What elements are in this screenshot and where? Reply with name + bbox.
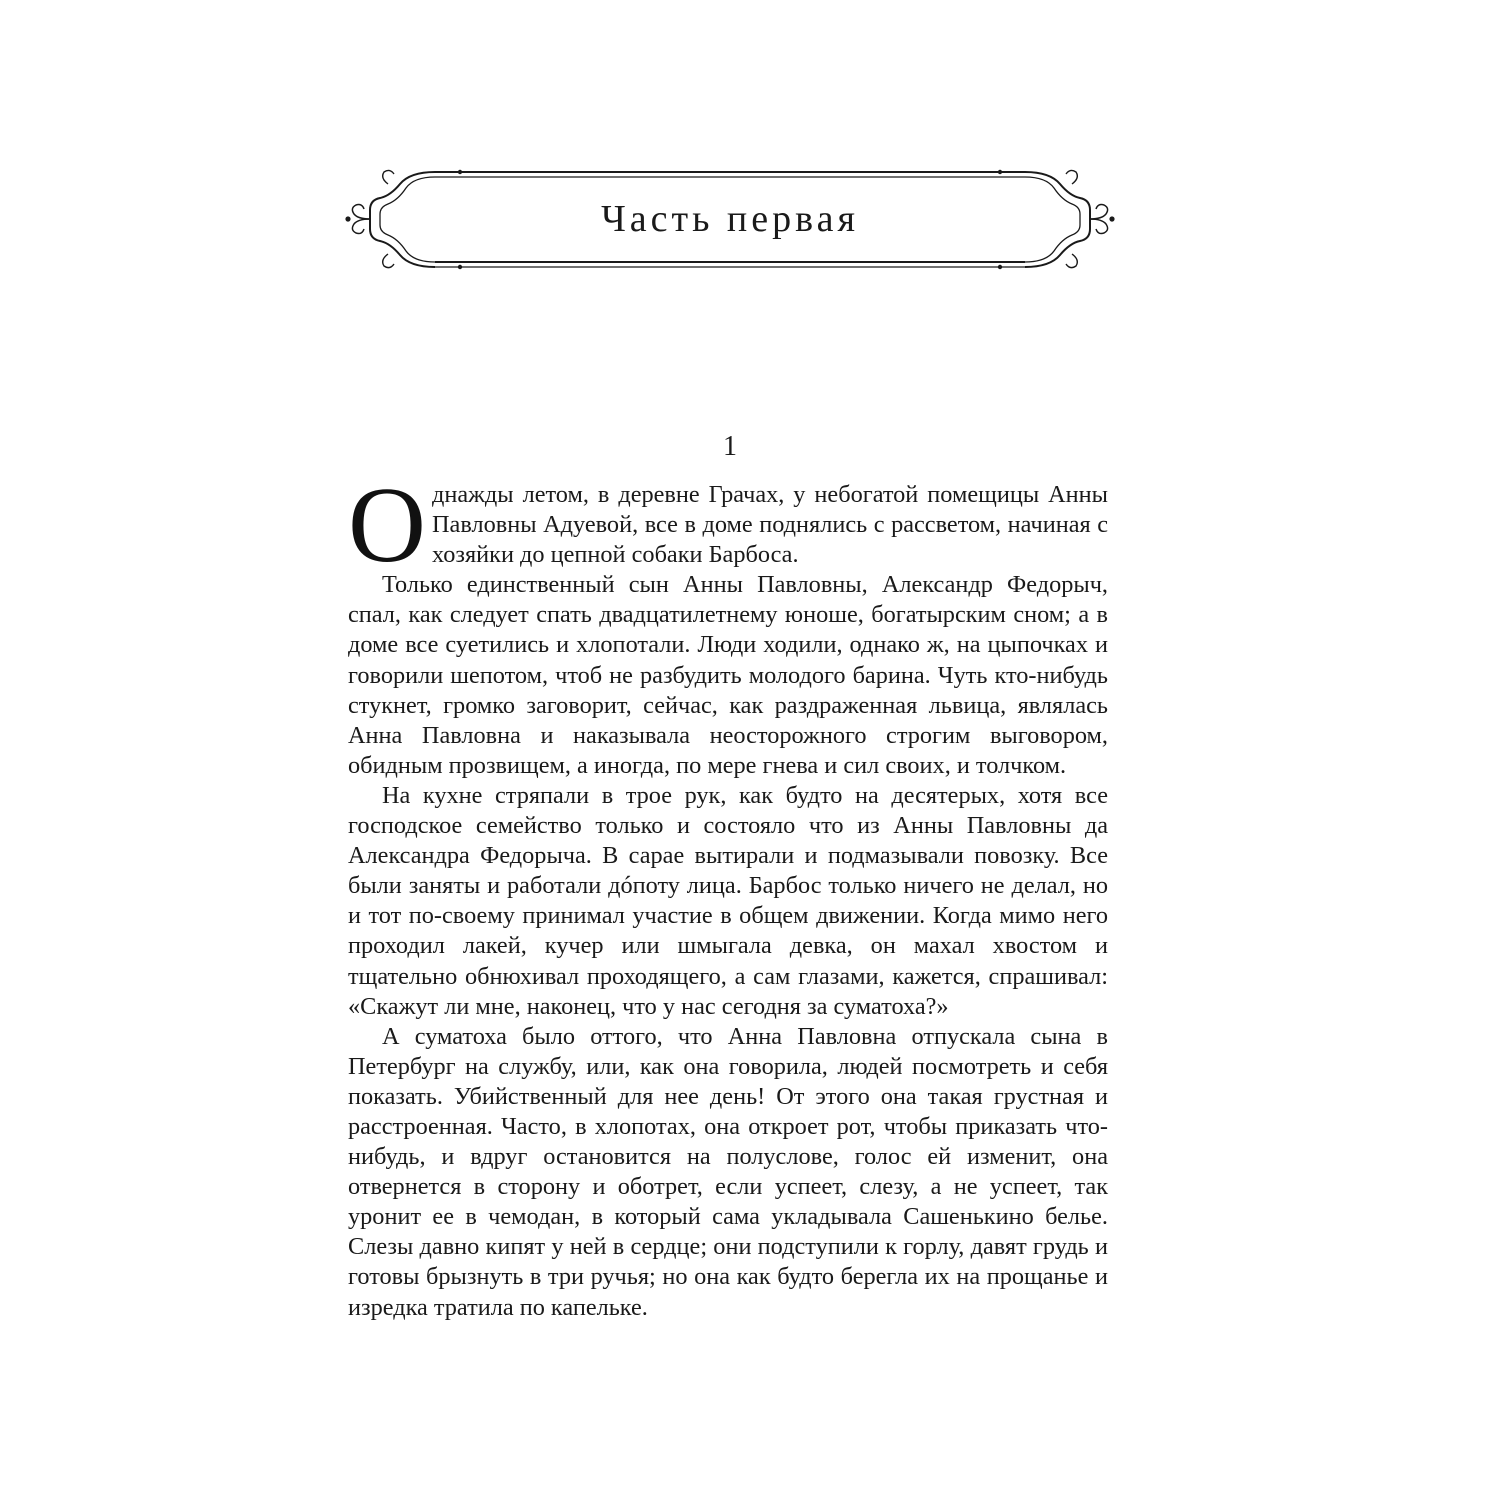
- part-title: Часть первая: [601, 198, 859, 240]
- paragraph: На кухне стряпали в трое рук, как будто на десятерых, хотя все господское семейство только и состояло что из Анны Павловны да Александра Федорыча. В сарае вытирали и подмазывали повозку. Все были заняты и работали дóпоту лица. Барбос только ничего не делал, но и тот по-своему принимал участие в общем движении. Когда мимо него проходил лакей, кучер или шмыгала девка, он махал хвостом и тщательно обнюхивал проходящего, а сам глазами, кажется, спрашивал: «Скажут ли мне, наконец, что у нас сегодня за суматоха?»: [348, 781, 1108, 1020]
- chapter-number: 1: [723, 431, 737, 462]
- paragraph: [348, 466, 1108, 585]
- paragraph: Только единственный сын Анны Павловны, Александр Федорыч, спал, как следует спать двадцатилетнему юноше, богатырским сном; а в доме все суетились и хлопотали. Люди ходили, однако ж, на цыпочках и говорили шепотом, чтоб не разбудить молодого барина. Чуть кто-нибудь стукнет, громко заговорит, сейчас, как раздраженная львица, являлась Анна Павловна и наказывала неосторожного строгим выговором, обидным прозвищем, а иногда, по мере гнева и сил своих, и толчком.: [348, 571, 1108, 779]
- paragraph: А суматоха было оттого, что Анна Павловна отпускала сына в Петербург на службу, или, как она говорила, людей посмотреть и себя показать. Убийственный для нее день! От этого она такая грустная и расстроенная. Часто, в хлопотах, она откроет рот, чтобы приказать что-нибудь, и вдруг остановится на полуслове, голос ей изменит, она отвернется в сторону и оботрет, если успеет, слезу, а не успеет, так уронит ее в чемодан, в который сама укладывала Сашенькино белье. Слезы давно кипят у ней в сердце; они подступили к горлу, давят грудь и готовы брызнуть в три ручья; но она как будто берегла их на прощанье и изредка тратила по капельке.: [348, 1022, 1108, 1321]
- chapter-body: [348, 466, 1108, 1323]
- paragraph-text: днажды летом, в деревне Грачах, у небогатой помещицы Анны Павловны Адуевой, все в доме поднялись с рассветом, начиная с хозяйки до цепной собаки Барбоса.: [432, 481, 1108, 569]
- drop-cap: О: [348, 466, 426, 585]
